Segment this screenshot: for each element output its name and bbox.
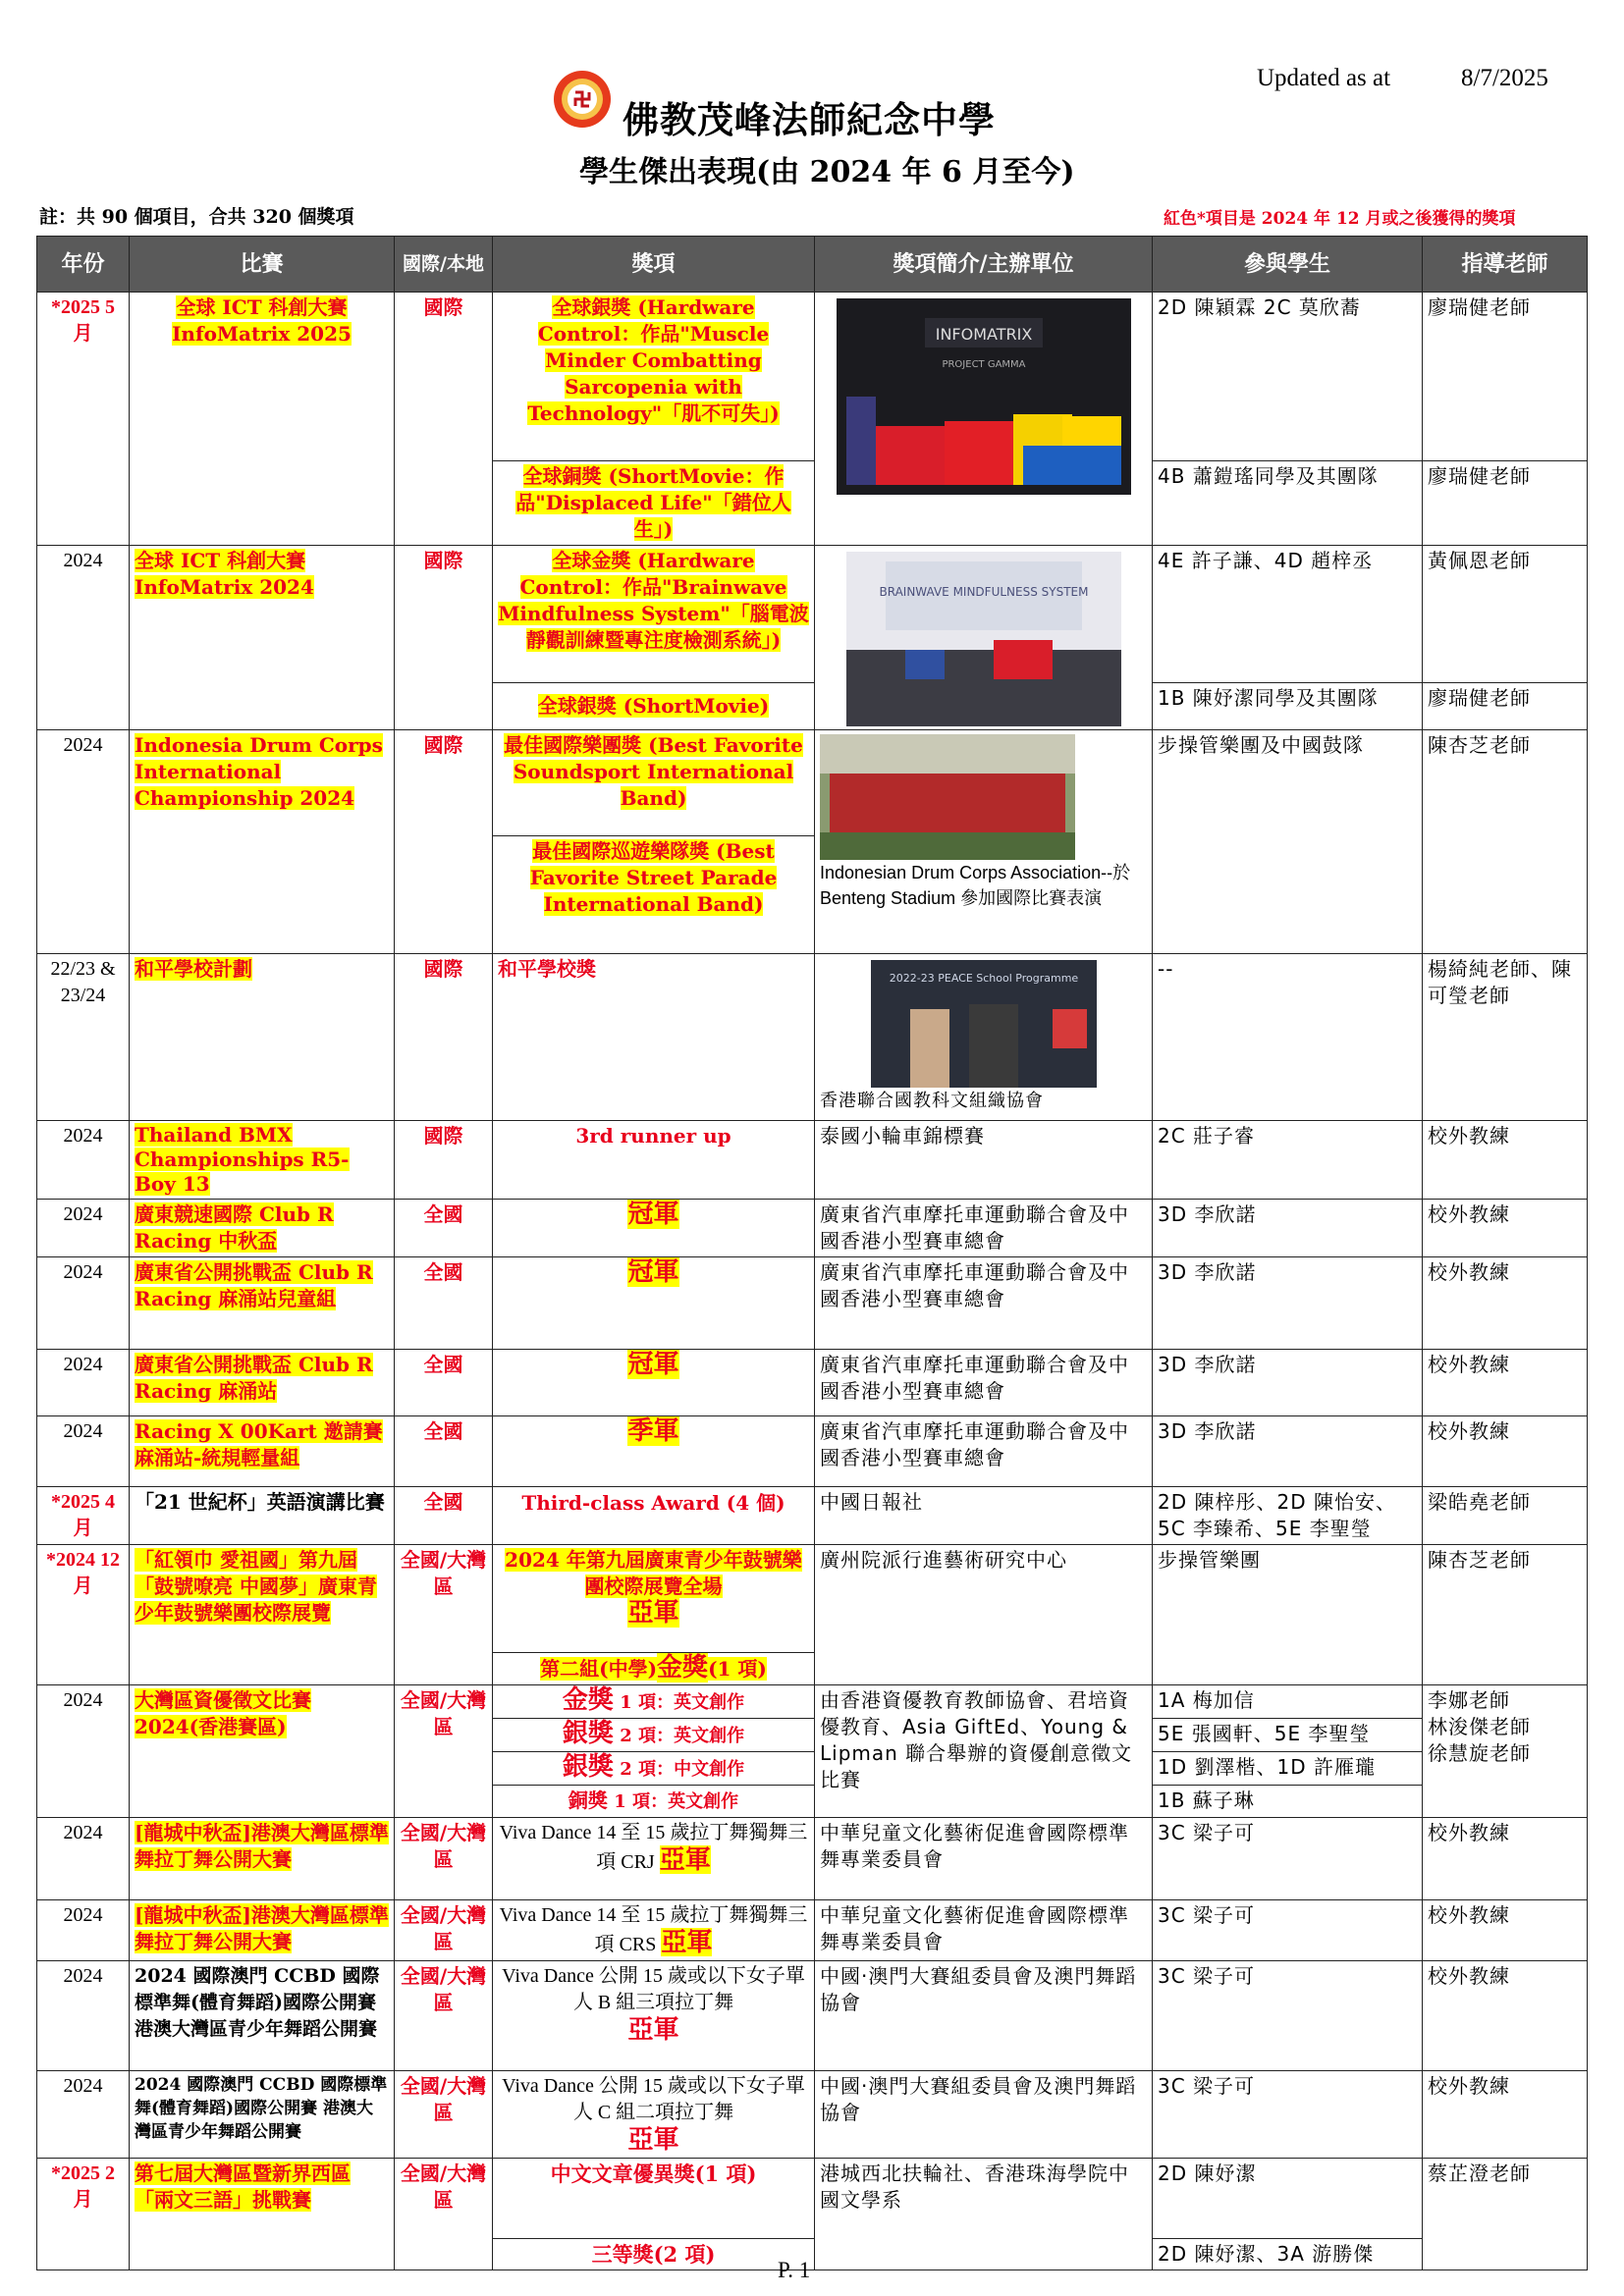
table-row	[37, 1121, 1588, 1200]
intro-cell	[815, 954, 1153, 1121]
students-cell: 步操管樂團	[1153, 1545, 1423, 1685]
intro-cell: 由香港資優教育教師協會、君培資優教育、Asia GiftEd、Young & Lipman 聯合舉辦的資優創意徵文比賽	[815, 1685, 1153, 1818]
students-cell: 2D 陳梓彤、2D 陳怡安、5C 李臻希、5E 李聖瑩	[1153, 1487, 1423, 1545]
teacher-cell: 黃佩恩老師	[1423, 546, 1588, 683]
scope-cell: 國際	[395, 954, 493, 1121]
col-competition: 比賽	[130, 237, 395, 293]
page-number: P. 1	[778, 2258, 811, 2282]
scope-cell: 全國/大灣區	[395, 2071, 493, 2159]
intro-cell: 港城西北扶輪社、香港珠海學院中國文學系	[815, 2159, 1153, 2270]
award-cell: 季軍	[493, 1416, 815, 1487]
competition-cell: Indonesia Drum Corps International Championship 2024	[130, 730, 395, 954]
award-cell: 冠軍	[493, 1257, 815, 1350]
competition-cell: 廣東省公開挑戰盃 Club R Racing 麻涌站兒童組	[130, 1257, 395, 1350]
students-cell: 3C 梁子可	[1153, 1961, 1423, 2071]
teacher-cell: 廖瑞健老師	[1423, 293, 1588, 461]
students-cell: 3C 梁子可	[1153, 2071, 1423, 2159]
table-row	[37, 1416, 1588, 1487]
students-cell: 1D 劉澤楷、1D 許雁瓏	[1153, 1752, 1423, 1786]
table-row	[37, 1545, 1588, 1653]
year-cell: 2024	[37, 2071, 130, 2159]
teacher-cell: 廖瑞健老師	[1423, 683, 1588, 730]
students-cell: 4E 許子謙、4D 趙梓丞	[1153, 546, 1423, 683]
scope-cell: 全國/大灣區	[395, 1685, 493, 1818]
award-photo	[846, 552, 1121, 726]
award-photo	[871, 960, 1097, 1088]
teacher-cell: 李娜老師 林浚傑老師 徐慧旋老師	[1423, 1685, 1588, 1818]
scope-cell: 全國	[395, 1487, 493, 1545]
competition-cell: Thailand BMX Championships R5-Boy 13	[130, 1121, 395, 1200]
intro-cell	[815, 730, 1153, 954]
intro-cell	[815, 546, 1153, 730]
teacher-cell: 校外教練	[1423, 1200, 1588, 1257]
table-row	[37, 954, 1588, 1121]
students-cell: 1B 陳妤潔同學及其團隊	[1153, 683, 1423, 730]
scope-cell: 全國	[395, 1200, 493, 1257]
competition-cell: 廣東競速國際 Club R Racing 中秋盃	[130, 1200, 395, 1257]
scope-cell: 全國/大灣區	[395, 1545, 493, 1685]
award-cell: Viva Dance 公開 15 歲或以下女子單人 B 組三項拉丁舞 亞軍	[493, 1961, 815, 2071]
competition-cell: 第七屆大灣區暨新界西區「兩文三語」挑戰賽	[130, 2159, 395, 2270]
teacher-cell: 楊綺純老師、陳可瑩老師	[1423, 954, 1588, 1121]
col-teacher: 指導老師	[1423, 237, 1588, 293]
award-cell: Viva Dance 14 至 15 歲拉丁舞獨舞三項 CRS 亞軍	[493, 1900, 815, 1961]
students-cell: 2D 陳穎霖 2C 莫欣蕎	[1153, 293, 1423, 461]
teacher-cell: 廖瑞健老師	[1423, 461, 1588, 546]
award-cell: Third-class Award (4 個)	[493, 1487, 815, 1545]
updated-date: 8/7/2025	[1461, 65, 1548, 91]
award-cell: 最佳國際巡遊樂隊獎 (Best Favorite Street Parade International Band)	[493, 836, 815, 954]
competition-cell: 大灣區資優徵文比賽 2024(香港賽區)	[130, 1685, 395, 1818]
year-cell: 2024	[37, 1818, 130, 1900]
year-cell: *2025 2月	[37, 2159, 130, 2270]
award-cell: 和平學校獎	[493, 954, 815, 1121]
award-cell: 金獎 1 項：英文創作	[493, 1685, 815, 1719]
page-subtitle: 學生傑出表現(由 2024 年 6 月至今)	[579, 155, 1075, 189]
intro-cell: 廣州院派行進藝術研究中心	[815, 1545, 1153, 1685]
col-year: 年份	[37, 237, 130, 293]
award-cell: 第二組(中學)金獎(1 項)	[493, 1653, 815, 1685]
students-cell: 2D 陳妤潔	[1153, 2159, 1423, 2239]
intro-cell: 中華兒童文化藝術促進會國際標準舞專業委員會	[815, 1900, 1153, 1961]
competition-cell: 全球 ICT 科創大賽 InfoMatrix 2025	[130, 293, 395, 546]
school-name: 佛教茂峰法師紀念中學	[623, 98, 996, 141]
year-cell: 2024	[37, 1350, 130, 1416]
year-cell: 2024	[37, 546, 130, 730]
year-cell: 2024	[37, 1961, 130, 2071]
award-cell: 全球銀獎 (Hardware Control：作品"Muscle Minder Combatting Sarcopenia with Technology"「肌不可失」)	[493, 293, 815, 461]
competition-cell: [龍城中秋盃]港澳大灣區標準舞拉丁舞公開大賽	[130, 1818, 395, 1900]
award-cell: 冠軍	[493, 1200, 815, 1257]
photo-banner: INFOMATRIX	[935, 325, 1032, 344]
students-cell: 1A 梅加信	[1153, 1685, 1423, 1719]
award-cell: 銀獎 2 項：中文創作	[493, 1752, 815, 1786]
students-cell: 4B 蕭鎧瑤同學及其團隊	[1153, 461, 1423, 546]
students-cell: 3C 梁子可	[1153, 1818, 1423, 1900]
table-row	[37, 1961, 1588, 2071]
school-logo	[552, 69, 613, 130]
scope-cell: 全國	[395, 1257, 493, 1350]
students-cell: 5E 張國軒、5E 李聖瑩	[1153, 1719, 1423, 1752]
table-row	[37, 1900, 1588, 1961]
competition-cell: 廣東省公開挑戰盃 Club R Racing 麻涌站	[130, 1350, 395, 1416]
year-cell: 2024	[37, 1900, 130, 1961]
photo-banner: BRAINWAVE MINDFULNESS SYSTEM	[879, 585, 1088, 599]
teacher-cell: 校外教練	[1423, 2071, 1588, 2159]
award-cell: 最佳國際樂團獎 (Best Favorite Soundsport International Band)	[493, 730, 815, 836]
table-row	[37, 1350, 1588, 1416]
year-cell: 2024	[37, 1416, 130, 1487]
competition-cell: 和平學校計劃	[130, 954, 395, 1121]
students-cell: 3D 李欣諾	[1153, 1350, 1423, 1416]
year-cell: 22/23 & 23/24	[37, 954, 130, 1121]
award-cell: Viva Dance 14 至 15 歲拉丁舞獨舞三項 CRJ 亞軍	[493, 1818, 815, 1900]
students-cell: 3C 梁子可	[1153, 1900, 1423, 1961]
competition-cell: 2024 國際澳門 CCBD 國際標準舞(體育舞蹈)國際公開賽 港澳大灣區青少年舞蹈公開賽	[130, 1961, 395, 2071]
col-award: 獎項	[493, 237, 815, 293]
table-row	[37, 2071, 1588, 2159]
table-row	[37, 293, 1588, 461]
table-row	[37, 730, 1588, 836]
summary-note: 註：共 90 個項目，合共 320 個獎項	[39, 206, 354, 228]
award-cell: 冠軍	[493, 1350, 815, 1416]
students-cell: --	[1153, 954, 1423, 1121]
year-cell: *2024 12月	[37, 1545, 130, 1685]
teacher-cell: 校外教練	[1423, 1257, 1588, 1350]
scope-cell: 全國/大灣區	[395, 1900, 493, 1961]
teacher-cell: 校外教練	[1423, 1818, 1588, 1900]
students-cell: 2D 陳妤潔、3A 游勝傑	[1153, 2239, 1423, 2270]
table-row	[37, 1487, 1588, 1545]
achievements-table	[36, 236, 1588, 2270]
intro-cell: 廣東省汽車摩托車運動聯合會及中國香港小型賽車總會	[815, 1416, 1153, 1487]
award-cell: 全球銅獎 (ShortMovie：作品"Displaced Life"「錯位人生」)	[493, 461, 815, 546]
competition-cell: 2024 國際澳門 CCBD 國際標準舞(體育舞蹈)國際公開賽 港澳大灣區青少年舞蹈公開賽	[130, 2071, 395, 2159]
intro-cell: 中國·澳門大賽組委員會及澳門舞蹈協會	[815, 1961, 1153, 2071]
scope-cell: 國際	[395, 730, 493, 954]
intro-cell: 中國日報社	[815, 1487, 1153, 1545]
teacher-cell: 校外教練	[1423, 1416, 1588, 1487]
year-cell: 2024	[37, 1257, 130, 1350]
award-cell: 全球銀獎 (ShortMovie)	[493, 683, 815, 730]
col-scope: 國際/本地	[395, 237, 493, 293]
legend-note: 紅色*項目是 2024 年 12 月或之後獲得的獎項	[1164, 209, 1516, 229]
teacher-cell: 校外教練	[1423, 1350, 1588, 1416]
competition-cell: Racing X 00Kart 邀請賽麻涌站-統規輕量組	[130, 1416, 395, 1487]
teacher-cell: 校外教練	[1423, 1900, 1588, 1961]
year-cell: 2024	[37, 730, 130, 954]
year-cell: 2024	[37, 1200, 130, 1257]
intro-cell: 中華兒童文化藝術促進會國際標準舞專業委員會	[815, 1818, 1153, 1900]
award-photo	[820, 734, 1075, 860]
intro-text: 香港聯合國教科文組織協會	[820, 1091, 1044, 1111]
students-cell: 3D 李欣諾	[1153, 1416, 1423, 1487]
award-cell: 2024 年第九屆廣東青少年鼓號樂團校際展覽全場 亞軍	[493, 1545, 815, 1653]
award-cell: 3rd runner up	[493, 1121, 815, 1200]
competition-cell: 全球 ICT 科創大賽 InfoMatrix 2024	[130, 546, 395, 730]
table-row	[37, 1685, 1588, 1719]
col-students: 參與學生	[1153, 237, 1423, 293]
award-photo	[837, 298, 1131, 495]
scope-cell: 國際	[395, 1121, 493, 1200]
scope-cell: 全國	[395, 1350, 493, 1416]
table-row	[37, 1818, 1588, 1900]
award-cell: 銀獎 2 項：英文創作	[493, 1719, 815, 1752]
table-row	[37, 2159, 1588, 2239]
teacher-cell: 陳杏芝老師	[1423, 730, 1588, 954]
intro-cell: 廣東省汽車摩托車運動聯合會及中國香港小型賽車總會	[815, 1350, 1153, 1416]
competition-cell: 「紅領巾 愛祖國」第九屆「鼓號嘹亮 中國夢」廣東青少年鼓號樂團校際展覽	[130, 1545, 395, 1685]
intro-text: Indonesian Drum Corps Association--於Benteng Stadium 參加國際比賽表演	[820, 863, 1131, 908]
year-cell: 2024	[37, 1685, 130, 1818]
teacher-cell: 校外教練	[1423, 1121, 1588, 1200]
award-cell: 銅獎 1 項：英文創作	[493, 1786, 815, 1818]
year-cell: *2025 4月	[37, 1487, 130, 1545]
teacher-cell: 陳杏芝老師	[1423, 1545, 1588, 1685]
year-cell: *2025 5月	[37, 293, 130, 546]
intro-cell: 廣東省汽車摩托車運動聯合會及中國香港小型賽車總會	[815, 1257, 1153, 1350]
scope-cell: 國際	[395, 293, 493, 546]
competition-cell: 「21 世紀杯」英語演講比賽	[130, 1487, 395, 1545]
scope-cell: 全國/大灣區	[395, 1961, 493, 2071]
teacher-cell: 蔡芷澄老師	[1423, 2159, 1588, 2270]
intro-cell	[815, 293, 1153, 546]
intro-cell: 廣東省汽車摩托車運動聯合會及中國香港小型賽車總會	[815, 1200, 1153, 1257]
table-header-row	[37, 237, 1588, 293]
award-cell: 三等獎(2 項)	[493, 2239, 815, 2270]
table-row	[37, 546, 1588, 683]
students-cell: 3D 李欣諾	[1153, 1257, 1423, 1350]
scope-cell: 國際	[395, 546, 493, 730]
table-row	[37, 1200, 1588, 1257]
photo-banner: 2022-23 PEACE School Programme	[889, 972, 1078, 985]
students-cell: 步操管樂團及中國鼓隊	[1153, 730, 1423, 954]
year-cell: 2024	[37, 1121, 130, 1200]
photo-caption: PROJECT GAMMA	[941, 359, 1026, 370]
intro-cell: 中國·澳門大賽組委員會及澳門舞蹈協會	[815, 2071, 1153, 2159]
students-cell: 3D 李欣諾	[1153, 1200, 1423, 1257]
competition-cell: [龍城中秋盃]港澳大灣區標準舞拉丁舞公開大賽	[130, 1900, 395, 1961]
teacher-cell: 校外教練	[1423, 1961, 1588, 2071]
award-cell: Viva Dance 公開 15 歲或以下女子單人 C 組二項拉丁舞 亞軍	[493, 2071, 815, 2159]
scope-cell: 全國/大灣區	[395, 1818, 493, 1900]
students-cell: 1B 蘇子琳	[1153, 1786, 1423, 1818]
updated-label: Updated as at	[1257, 65, 1391, 91]
award-cell: 全球金獎 (Hardware Control：作品"Brainwave Mindfulness System"「腦電波靜觀訓練暨專注度檢測系統」)	[493, 546, 815, 683]
col-intro: 獎項簡介/主辦單位	[815, 237, 1153, 293]
table-row	[37, 1257, 1588, 1350]
award-cell: 中文文章優異獎(1 項)	[493, 2159, 815, 2239]
scope-cell: 全國	[395, 1416, 493, 1487]
scope-cell: 全國/大灣區	[395, 2159, 493, 2270]
intro-cell: 泰國小輪車錦標賽	[815, 1121, 1153, 1200]
teacher-cell: 梁皓堯老師	[1423, 1487, 1588, 1545]
students-cell: 2C 莊子睿	[1153, 1121, 1423, 1200]
